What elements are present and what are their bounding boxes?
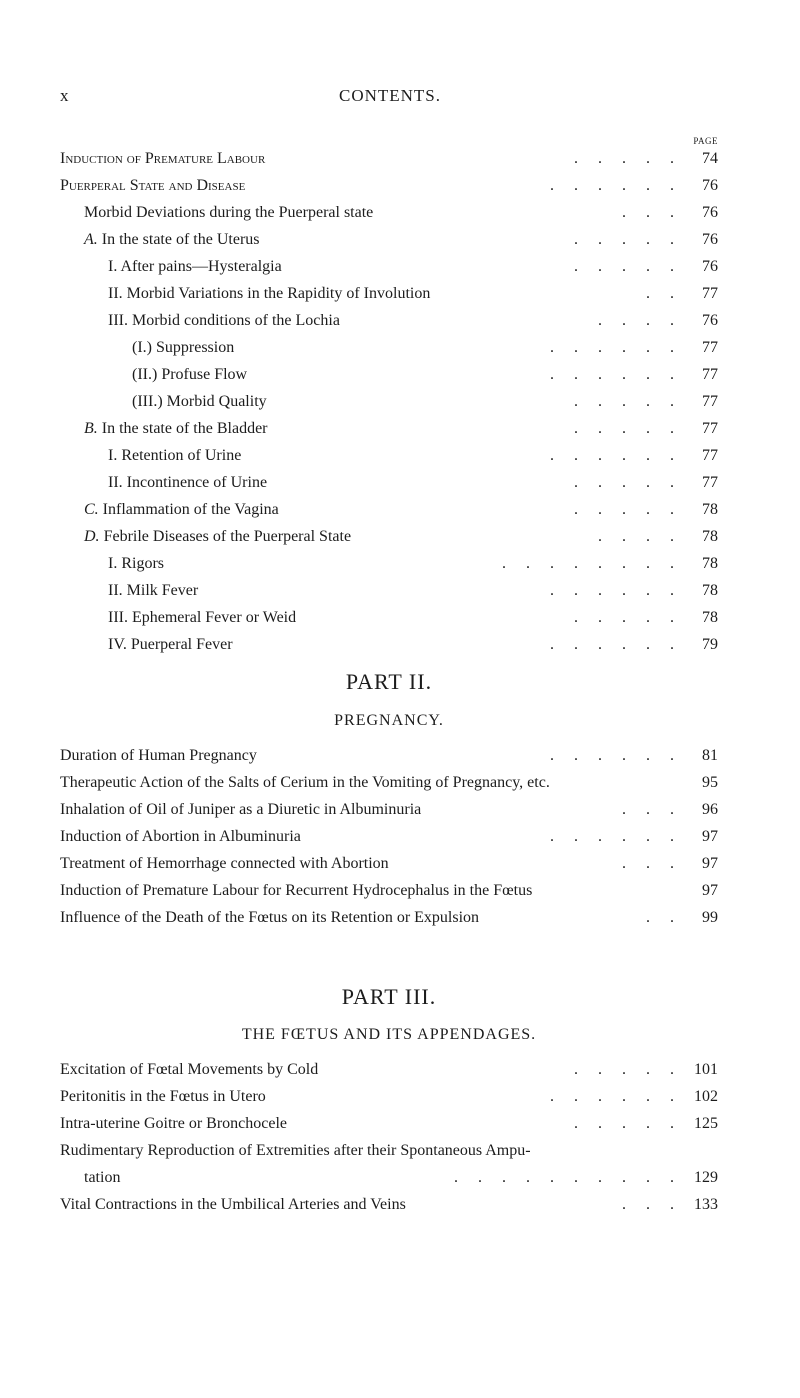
toc-entry [60,253,718,280]
toc-entry-page: 96 [702,801,718,818]
toc-entry-title [84,496,279,523]
toc-entry-title [60,850,389,877]
page-header [60,86,720,110]
toc-entry-page: 77 [702,285,718,302]
toc-entry-page: 95 [702,774,718,791]
toc-entry [60,769,718,796]
toc-entry-prefix: D. [84,528,100,545]
toc-entry-page: 78 [702,609,718,626]
leader-dots: . . [646,285,674,302]
toc-entry-title [108,469,267,496]
toc-section-1 [60,145,718,658]
toc-entry-label: Treatment of Hemorrhage connected with Abortion [60,855,389,872]
toc-entry-label: IV. Puerperal Fever [108,636,233,653]
toc-entry-title [108,577,198,604]
toc-entry [60,280,718,307]
toc-entry-title [60,1191,406,1218]
toc-entry [60,904,718,931]
leader-dots: . . . . . [574,231,674,248]
leader-dots: . . . [622,855,674,872]
part-3-heading-block [60,980,718,1020]
toc-entry [60,850,718,877]
leader-dots: . . . . . . [550,582,674,599]
toc-entry [60,199,718,226]
part-2-heading-block [60,665,718,705]
toc-entry [60,823,718,850]
page-title: CONTENTS. [338,86,442,105]
leader-dots: . . . . . [574,609,674,626]
part-3-subheading: THE FŒTUS AND ITS APPENDAGES. [241,1026,537,1043]
toc-entry-title [132,361,247,388]
toc-entry [60,877,718,904]
toc-entry-title [108,280,430,307]
toc-entry-page: 77 [702,339,718,356]
toc-entry [60,796,718,823]
toc-entry-title [60,145,265,172]
leader-dots: . . . . . [574,258,674,275]
toc-entry-label: Duration of Human Pregnancy [60,747,257,764]
toc-entry-label: Intra-uterine Goitre or Bronchocele [60,1115,288,1132]
toc-entry-label: I. Retention of Urine [108,447,242,464]
leader-dots: . . . . . [574,474,674,491]
leader-dots: . . . [622,1196,674,1213]
toc-entry-label: (III.) Morbid Quality [132,393,267,410]
toc-entry-title [84,226,260,253]
toc-entry-label: Febrile Diseases of the Puerperal State [103,528,352,545]
toc-entry-title [60,796,421,823]
toc-entry [60,1191,718,1218]
toc-entry-label: II. Morbid Variations in the Rapidity of Involution [108,285,431,302]
toc-entry [60,361,718,388]
leader-dots: . . [646,909,674,926]
toc-entry-page: 74 [702,150,718,167]
leader-dots: . . . . . . [550,366,674,383]
toc-entry [60,415,718,442]
toc-entry-page: 77 [702,366,718,383]
leader-dots: . . . . [598,312,674,329]
toc-entry-title [60,769,550,796]
toc-entry-label: Rudimentary Reproduction of Extremities after their Spontaneous Ampu- [60,1142,531,1159]
part-3-subheading-block [60,1022,718,1052]
toc-entry [60,469,718,496]
part-2-subheading-block [60,708,718,738]
page-column-label: PAGE [693,136,718,146]
toc-entry-page: 81 [702,747,718,764]
toc-entry-label: Therapeutic Action of the Salts of Cerium in the Vomiting of Pregnancy, etc. [60,774,550,791]
leader-dots: . . . . . [574,1061,674,1078]
leader-dots: . . . . . . [550,339,674,356]
leader-dots: . . . . . [574,150,674,167]
toc-entry-page: 97 [702,828,718,845]
toc-entry-label: (II.) Profuse Flow [132,366,248,383]
toc-entry [60,388,718,415]
toc-entry-title [60,1137,531,1164]
leader-dots: . . . . . [574,501,674,518]
toc-entry-label: I. After pains—Hysteralgia [108,258,282,275]
part-2-subheading: PREGNANCY. [334,712,444,729]
toc-entry-title [84,199,373,226]
leader-dots: . . . [622,801,674,818]
leader-dots: . . . [622,204,674,221]
toc-entry [60,577,718,604]
toc-entry-title [84,1164,120,1191]
leader-dots: . . . . . . [550,177,674,194]
toc-entry-prefix: C. [84,501,99,518]
leader-dots: . . . . . [574,420,674,437]
toc-entry [60,604,718,631]
toc-entry-page: 97 [702,855,718,872]
toc-entry [60,172,718,199]
toc-entry-label: tation [84,1169,121,1186]
toc-entry-title [132,388,267,415]
toc-entry-label: Peritonitis in the Fœtus in Utero [60,1088,266,1105]
toc-entry-title [84,415,268,442]
toc-entry [60,631,718,658]
toc-entry-title [108,253,282,280]
toc-entry-label: II. Incontinence of Urine [108,474,268,491]
toc-entry [60,442,718,469]
page-numeral: x [60,86,69,105]
toc-entry-page: 77 [702,474,718,491]
toc-entry-title [60,877,532,904]
toc-entry-title [108,604,296,631]
toc-entry [60,307,718,334]
toc-entry-title [60,1110,287,1137]
toc-part-3 [60,1056,718,1218]
toc-entry [60,1083,718,1110]
toc-entry-label: Inhalation of Oil of Juniper as a Diuretic in Albuminuria [60,801,422,818]
toc-entry-page: 129 [694,1169,718,1186]
toc-entry-page: 76 [702,312,718,329]
toc-entry-label: Induction of Premature Labour [60,150,266,167]
part-3-heading: PART III. [341,984,437,1009]
leader-dots: . . . . . . . . [502,555,674,572]
leader-dots: . . . . . . [550,447,674,464]
toc-entry-page: 78 [702,528,718,545]
toc-entry-page: 125 [694,1115,718,1132]
toc-entry [60,226,718,253]
toc-entry-label: Influence of the Death of the Fœtus on its Retention or Expulsion [60,909,480,926]
toc-entry-label: Puerperal State and Disease [60,177,246,194]
toc-entry-title [60,742,257,769]
toc-entry-title [60,1056,318,1083]
toc-entry-label: II. Milk Fever [108,582,199,599]
toc-entry-page: 76 [702,258,718,275]
toc-entry [60,1110,718,1137]
toc-entry-title [108,307,340,334]
toc-entry-title [60,172,245,199]
toc-entry-title [132,334,234,361]
toc-part-2 [60,742,718,931]
toc-entry [60,1137,718,1164]
toc-entry-page: 78 [702,555,718,572]
toc-entry-label: I. Rigors [108,555,164,572]
toc-entry-page: 133 [694,1196,718,1213]
toc-entry-page: 76 [702,231,718,248]
leader-dots: . . . . . . [550,636,674,653]
toc-entry [60,145,718,172]
toc-entry-label: Induction of Premature Labour for Recurrent Hydrocephalus in the Fœtus [60,882,533,899]
toc-entry-label: Inflammation of the Vagina [102,501,279,518]
toc-entry-title [108,442,241,469]
toc-entry-label: III. Morbid conditions of the Lochia [108,312,340,329]
toc-entry-label: Excitation of Fœtal Movements by Cold [60,1061,319,1078]
toc-entry-title [84,523,351,550]
leader-dots: . . . . . [574,393,674,410]
toc-entry-prefix: B. [84,420,98,437]
toc-entry-label: In the state of the Uterus [101,231,260,248]
toc-entry-page: 97 [702,882,718,899]
toc-entry [60,523,718,550]
toc-entry-page: 76 [702,177,718,194]
toc-entry-page: 79 [702,636,718,653]
toc-entry-page: 77 [702,447,718,464]
toc-entry-label: Vital Contractions in the Umbilical Arteries and Veins [60,1196,406,1213]
toc-entry-title [60,904,479,931]
toc-entry [60,334,718,361]
toc-entry-title [60,823,301,850]
toc-entry [60,550,718,577]
leader-dots: . . . . . . [550,1088,674,1105]
part-2-heading: PART II. [345,669,433,694]
toc-entry-page: 77 [702,420,718,437]
toc-entry-label: Induction of Abortion in Albuminuria [60,828,301,845]
toc-entry [60,1056,718,1083]
toc-entry-page: 76 [702,204,718,221]
toc-entry [60,496,718,523]
toc-entry [60,742,718,769]
toc-entry-label: (I.) Suppression [132,339,235,356]
leader-dots: . . . . . . [550,828,674,845]
leader-dots: . . . . [598,528,674,545]
toc-entry-label: Morbid Deviations during the Puerperal state [84,204,374,221]
toc-entry-page: 78 [702,582,718,599]
toc-entry-label: In the state of the Bladder [101,420,268,437]
leader-dots: . . . . . . [550,747,674,764]
toc-entry-page: 99 [702,909,718,926]
toc-entry-prefix: A. [84,231,98,248]
toc-entry-label: III. Ephemeral Fever or Weid [108,609,297,626]
toc-entry-page: 78 [702,501,718,518]
toc-entry [60,1164,718,1191]
toc-entry-title [108,631,233,658]
toc-entry-page: 77 [702,393,718,410]
leader-dots: . . . . . [574,1115,674,1132]
toc-entry-page: 102 [694,1088,718,1105]
toc-entry-page: 101 [694,1061,718,1078]
toc-entry-title [60,1083,266,1110]
toc-entry-title [108,550,164,577]
leader-dots: . . . . . . . . . . [454,1169,674,1186]
